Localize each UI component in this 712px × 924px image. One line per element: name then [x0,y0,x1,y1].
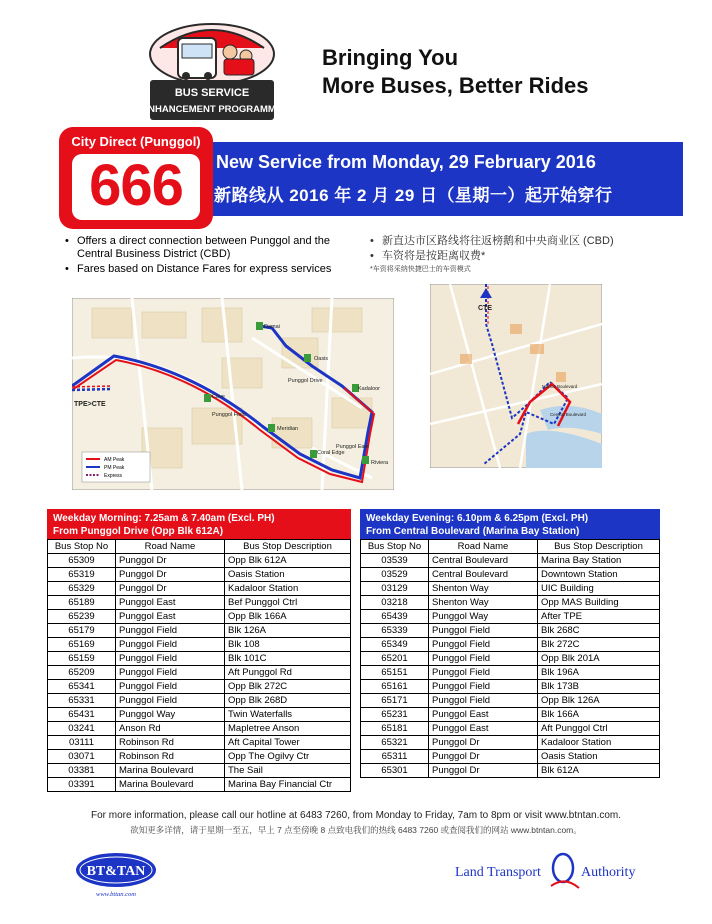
table-row [48,778,351,792]
table-row [48,554,351,568]
road-name: Punggol Field [116,680,225,694]
map2-label-cte: CTE [478,305,492,312]
road-name: Marina Boulevard [116,764,225,778]
bus-stop-no: 65321 [361,736,429,750]
bus-stop-description: Opp Blk 126A [538,694,660,708]
table-row [361,764,660,778]
service-title-en: New Service from Monday, 29 February 2016 [216,152,596,172]
bus-stop-description: Blk 166A [538,708,660,722]
bus-stop-no: 03381 [48,764,116,778]
bus-stop-description: The Sail [225,764,351,778]
bus-stop-no: 65159 [48,652,116,666]
bus-stop-no: 03071 [48,750,116,764]
map1-label-kadaloor: Kadaloor [358,386,381,392]
bus-stop-description: Marina Bay Station [538,554,660,568]
pm-table-title: Weekday Evening: 6.10pm & 6.25pm (Excl. PH) [366,513,589,524]
bus-stop-no: 65231 [361,708,429,722]
bus-stop-no: 65439 [361,610,429,624]
headline [322,44,589,100]
table-row [48,596,351,610]
table-row [361,596,660,610]
pm-col-desc: Bus Stop Description [538,540,660,554]
road-name: Punggol East [429,722,538,736]
map1-label-punggol-field: Punggol Field [212,412,246,418]
road-name: Punggol Dr [116,568,225,582]
table-row [48,666,351,680]
punggol-route-map [72,298,394,490]
am-col-desc: Bus Stop Description [225,540,351,554]
bullet-en-1: • Offers a direct connection between Punggol and the Central Business District (CBD) [63,235,363,261]
bus-stop-description: UIC Building [538,582,660,596]
map1-label-coral-edge: Coral Edge [317,450,345,456]
road-name: Central Boulevard [429,554,538,568]
bus-stop-no: 03111 [48,736,116,750]
service-title-zh: 新路线从 2016 年 2 月 29 日（星期一）起开始穿行 [214,186,613,205]
bus-stop-description: Blk 173B [538,680,660,694]
pm-col-stop: Bus Stop No [361,540,429,554]
bus-stop-no: 65161 [361,680,429,694]
headline-line2: More Buses, Better Rides [322,73,589,98]
table-row [48,568,351,582]
service-label: City Direct (Punggol) [71,134,201,149]
table-row [361,666,660,680]
bus-stop-description: After TPE [538,610,660,624]
am-table-subtitle: From Punggol Drive (Opp Blk 612A) [53,526,224,537]
bus-stop-no: 65431 [48,708,116,722]
bus-stop-no: 65171 [361,694,429,708]
road-name: Robinson Rd [116,736,225,750]
logo-line1: BUS SERVICE [174,87,250,99]
pm-table-subtitle: From Central Boulevard (Marina Bay Station) [366,526,580,537]
bus-stop-no: 03539 [361,554,429,568]
bus-stop-no: 03391 [48,778,116,792]
bus-stop-no: 65151 [361,666,429,680]
road-name: Punggol Field [429,694,538,708]
lta-text-left: Land Transport [455,865,541,880]
road-name: Shenton Way [429,582,538,596]
bus-stop-no: 65349 [361,638,429,652]
bus-stop-description: Downtown Station [538,568,660,582]
bus-service-logo [138,18,286,126]
road-name: Punggol Field [429,638,538,652]
am-table-title: Weekday Morning: 7.25am & 7.40am (Excl. PH) [53,513,275,524]
road-name: Punggol East [116,610,225,624]
road-name: Punggol Dr [116,582,225,596]
bus-stop-description: Opp Blk 612A [225,554,351,568]
road-name: Punggol Way [116,708,225,722]
map1-legend [82,452,150,482]
bttan-url: www.bttan.com [96,891,136,898]
bus-stop-description: Opp The Ogilvy Ctr [225,750,351,764]
bttan-logo [74,850,164,900]
map2-label-central: Central Boulevard [550,412,587,417]
bus-stop-description: Opp Blk 272C [225,680,351,694]
road-name: Punggol Dr [429,764,538,778]
table-row [361,750,660,764]
bullet-zh-note: *车资将采纳快捷巴士的车资模式 [370,266,471,273]
am-table-header [47,509,351,539]
table-row [48,582,351,596]
road-name: Punggol Field [116,624,225,638]
bus-stop-description: Blk 108 [225,638,351,652]
road-name: Central Boulevard [429,568,538,582]
bus-stop-description: Opp Blk 166A [225,610,351,624]
bus-stop-no: 65239 [48,610,116,624]
road-name: Punggol Field [429,624,538,638]
bus-stop-description: Blk 272C [538,638,660,652]
road-name: Punggol Dr [116,554,225,568]
road-name: Punggol Field [429,680,538,694]
bus-stop-description: Opp Blk 201A [538,652,660,666]
bus-stop-no: 03129 [361,582,429,596]
am-col-road: Road Name [116,540,225,554]
table-row [361,582,660,596]
bus-stop-no: 65311 [361,750,429,764]
table-row [48,736,351,750]
bus-stop-no: 65301 [361,764,429,778]
bus-stop-no: 03529 [361,568,429,582]
bus-stop-description: Blk 196A [538,666,660,680]
map1-label-punggol-east: Punggol East [336,444,369,450]
bullet-en-2: • Fares based on Distance Fares for express services [63,263,363,276]
map1-label-tpe: TPE>CTE [74,401,106,408]
bus-stop-description: Bef Punggol Ctrl [225,596,351,610]
map1-label-cove: Cove [212,394,225,400]
bus-stop-description: Blk 101C [225,652,351,666]
table-row [48,764,351,778]
map1-label-punggol-drive: Punggol Drive [288,378,323,384]
table-row [361,694,660,708]
road-name: Punggol Field [116,652,225,666]
footer-zh: 欲知更多详情，请于星期一至五，早上 7 点至傍晚 8 点致电我们的热线 6483 7260 或查阅我们的网站 www.btntan.com。 [130,825,582,835]
legend-pm: PM Peak [104,465,125,471]
bttan-name: BT&TAN [86,864,146,879]
table-row [48,638,351,652]
table-row [361,722,660,736]
table-row [48,694,351,708]
table-row [361,610,660,624]
bus-stop-description: Opp MAS Building [538,596,660,610]
bullet-zh-2: • 车资将是按距离収费* [368,250,668,263]
road-name: Punggol Field [116,666,225,680]
bus-stop-no: 65169 [48,638,116,652]
bus-stop-description: Kadaloor Station [538,736,660,750]
table-row [48,652,351,666]
bus-stop-description: Mapletree Anson [225,722,351,736]
bus-stop-description: Marina Bay Financial Ctr [225,778,351,792]
table-row [48,610,351,624]
bus-stop-no: 65201 [361,652,429,666]
bus-stop-no: 03218 [361,596,429,610]
bus-stop-description: Aft Punggol Rd [225,666,351,680]
bullets-zh [368,235,668,274]
bus-stop-description: Blk 126A [225,624,351,638]
map1-label-meridian: Meridian [277,426,299,432]
road-name: Punggol Way [429,610,538,624]
bus-stop-no: 65341 [48,680,116,694]
bus-stop-description: Aft Capital Tower [225,736,351,750]
table-row [361,736,660,750]
bus-stop-description: Oasis Station [225,568,351,582]
table-row [48,680,351,694]
legend-express: Express [104,473,123,479]
footer-en: For more information, please call our hotline at 6483 7260, from Monday to Friday, 7am to 8pm or visit www.btntan.com. [90,810,622,821]
legend-am: AM Peak [104,457,125,463]
pm-col-road: Road Name [429,540,538,554]
map2-label-marina: Marina Boulevard [542,384,578,389]
road-name: Punggol East [429,708,538,722]
lta-logo [453,846,653,892]
table-row [361,652,660,666]
bus-stop-description: Blk 612A [538,764,660,778]
pm-schedule-table [360,509,660,778]
bus-stop-description: Aft Punggol Ctrl [538,722,660,736]
am-schedule-table [47,509,351,792]
bus-stop-no: 65179 [48,624,116,638]
table-row [361,638,660,652]
bus-stop-no: 65331 [48,694,116,708]
bus-stop-no: 65339 [361,624,429,638]
table-row [361,554,660,568]
road-name: Robinson Rd [116,750,225,764]
road-name: Punggol Dr [429,736,538,750]
table-row [361,568,660,582]
table-row [48,722,351,736]
bus-stop-description: Oasis Station [538,750,660,764]
road-name: Punggol Field [429,666,538,680]
road-name: Punggol Field [429,652,538,666]
road-name: Punggol Dr [429,750,538,764]
lta-text-right: Authority [581,865,636,880]
road-name: Punggol Field [116,638,225,652]
road-name: Anson Rd [116,722,225,736]
pm-table-header [360,509,660,539]
cbd-route-map [430,284,602,468]
bus-stop-no: 03241 [48,722,116,736]
table-row [361,708,660,722]
table-row [48,624,351,638]
bus-stop-description: Blk 268C [538,624,660,638]
road-name: Shenton Way [429,596,538,610]
bus-stop-no: 65329 [48,582,116,596]
headline-line1: Bringing You [322,45,459,70]
table-row [361,680,660,694]
map1-label-riviera: Riviera [371,460,389,466]
service-number: 666 [89,153,183,218]
map1-label-damai: Damai [264,324,280,330]
table-row [48,750,351,764]
bus-stop-no: 65209 [48,666,116,680]
road-name: Marina Boulevard [116,778,225,792]
map1-label-oasis: Oasis [314,356,329,362]
logo-line2: ENHANCEMENT PROGRAMME [141,104,283,115]
bus-stop-no: 65319 [48,568,116,582]
bus-stop-description: Twin Waterfalls [225,708,351,722]
bus-stop-no: 65189 [48,596,116,610]
road-name: Punggol Field [116,694,225,708]
bus-stop-description: Kadaloor Station [225,582,351,596]
am-col-stop: Bus Stop No [48,540,116,554]
road-name: Punggol East [116,596,225,610]
bullets-en [63,235,363,278]
bullet-zh-1: • 新直达市区路线将往返榜鹅和中央商业区 (CBD) [368,235,668,248]
bus-stop-description: Opp Blk 268D [225,694,351,708]
bus-stop-no: 65181 [361,722,429,736]
table-row [361,624,660,638]
bus-stop-no: 65309 [48,554,116,568]
table-row [48,708,351,722]
